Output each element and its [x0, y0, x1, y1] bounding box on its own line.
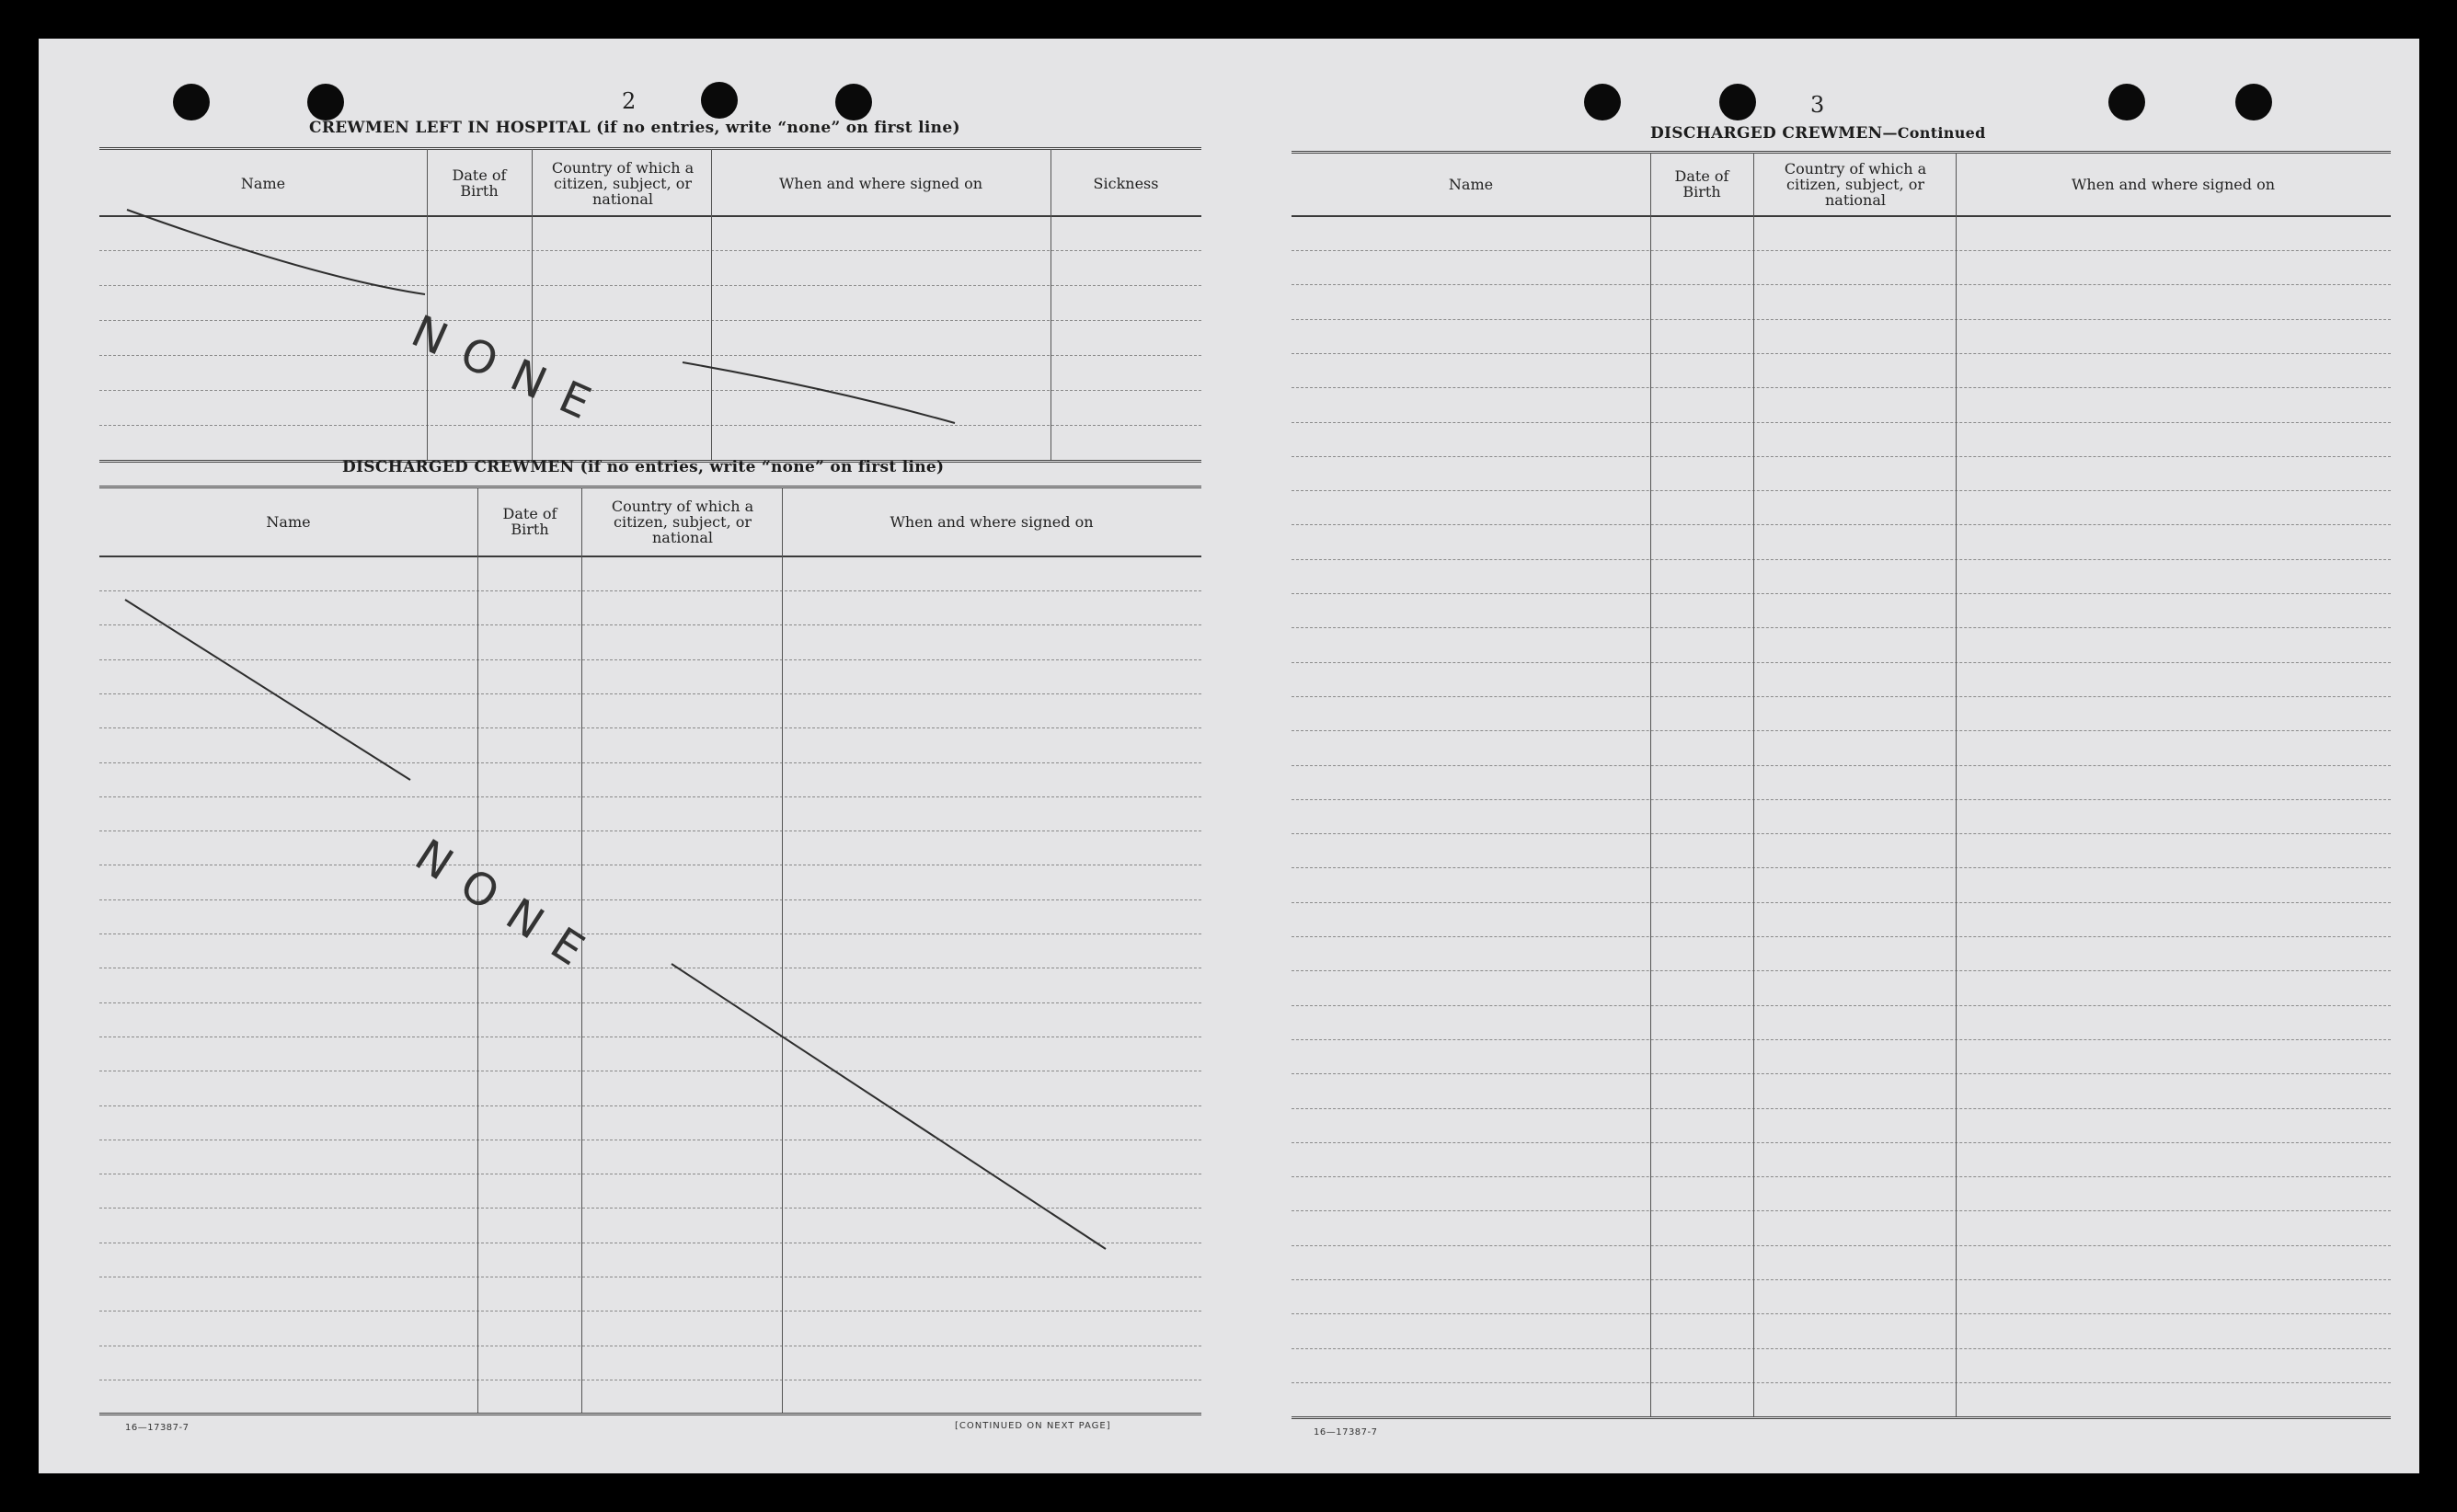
form-number-left: 16—17387-7	[125, 1423, 189, 1433]
column-header-date-of-birth: Date of Birth	[452, 166, 507, 200]
form-number-right: 16—17387-7	[1314, 1427, 1378, 1438]
column-header-when-where-signed-on: When and where signed on	[890, 512, 1094, 531]
column-header-country: Country of which a citizen, subject, or national	[551, 158, 695, 208]
handwritten-none-discharged: NONE	[406, 830, 611, 988]
column-header-when-where-signed-on: When and where signed on	[778, 174, 983, 192]
handwritten-strikeout-lines	[39, 39, 2419, 1473]
document-sheet	[39, 39, 2419, 1473]
page-number-left: 2	[622, 88, 637, 114]
column-header-when-where-signed-on: When and where signed on	[2071, 175, 2276, 193]
column-header-name: Name	[240, 174, 286, 192]
column-header-sickness: Sickness	[1093, 174, 1159, 192]
discharged-continued-title: DISCHARGED CREWMEN—Continued	[1650, 124, 1986, 143]
handwritten-none-hospital: NONE	[404, 305, 617, 438]
continued-note: [CONTINUED ON NEXT PAGE]	[955, 1421, 1111, 1431]
discharged-section-title: DISCHARGED CREWMEN (if no entries, write “none” on first line)	[342, 458, 945, 476]
column-header-name: Name	[266, 512, 311, 531]
hospital-section-title: CREWMEN LEFT IN HOSPITAL (if no entries, write “none” on first line)	[309, 119, 960, 137]
column-header-date-of-birth: Date of Birth	[502, 505, 557, 538]
column-header-country: Country of which a citizen, subject, or national	[611, 497, 754, 546]
column-header-name: Name	[1448, 175, 1494, 193]
column-header-date-of-birth: Date of Birth	[1674, 167, 1729, 200]
column-header-country: Country of which a citizen, subject, or national	[1784, 159, 1927, 209]
page-number-right: 3	[1810, 92, 1825, 118]
